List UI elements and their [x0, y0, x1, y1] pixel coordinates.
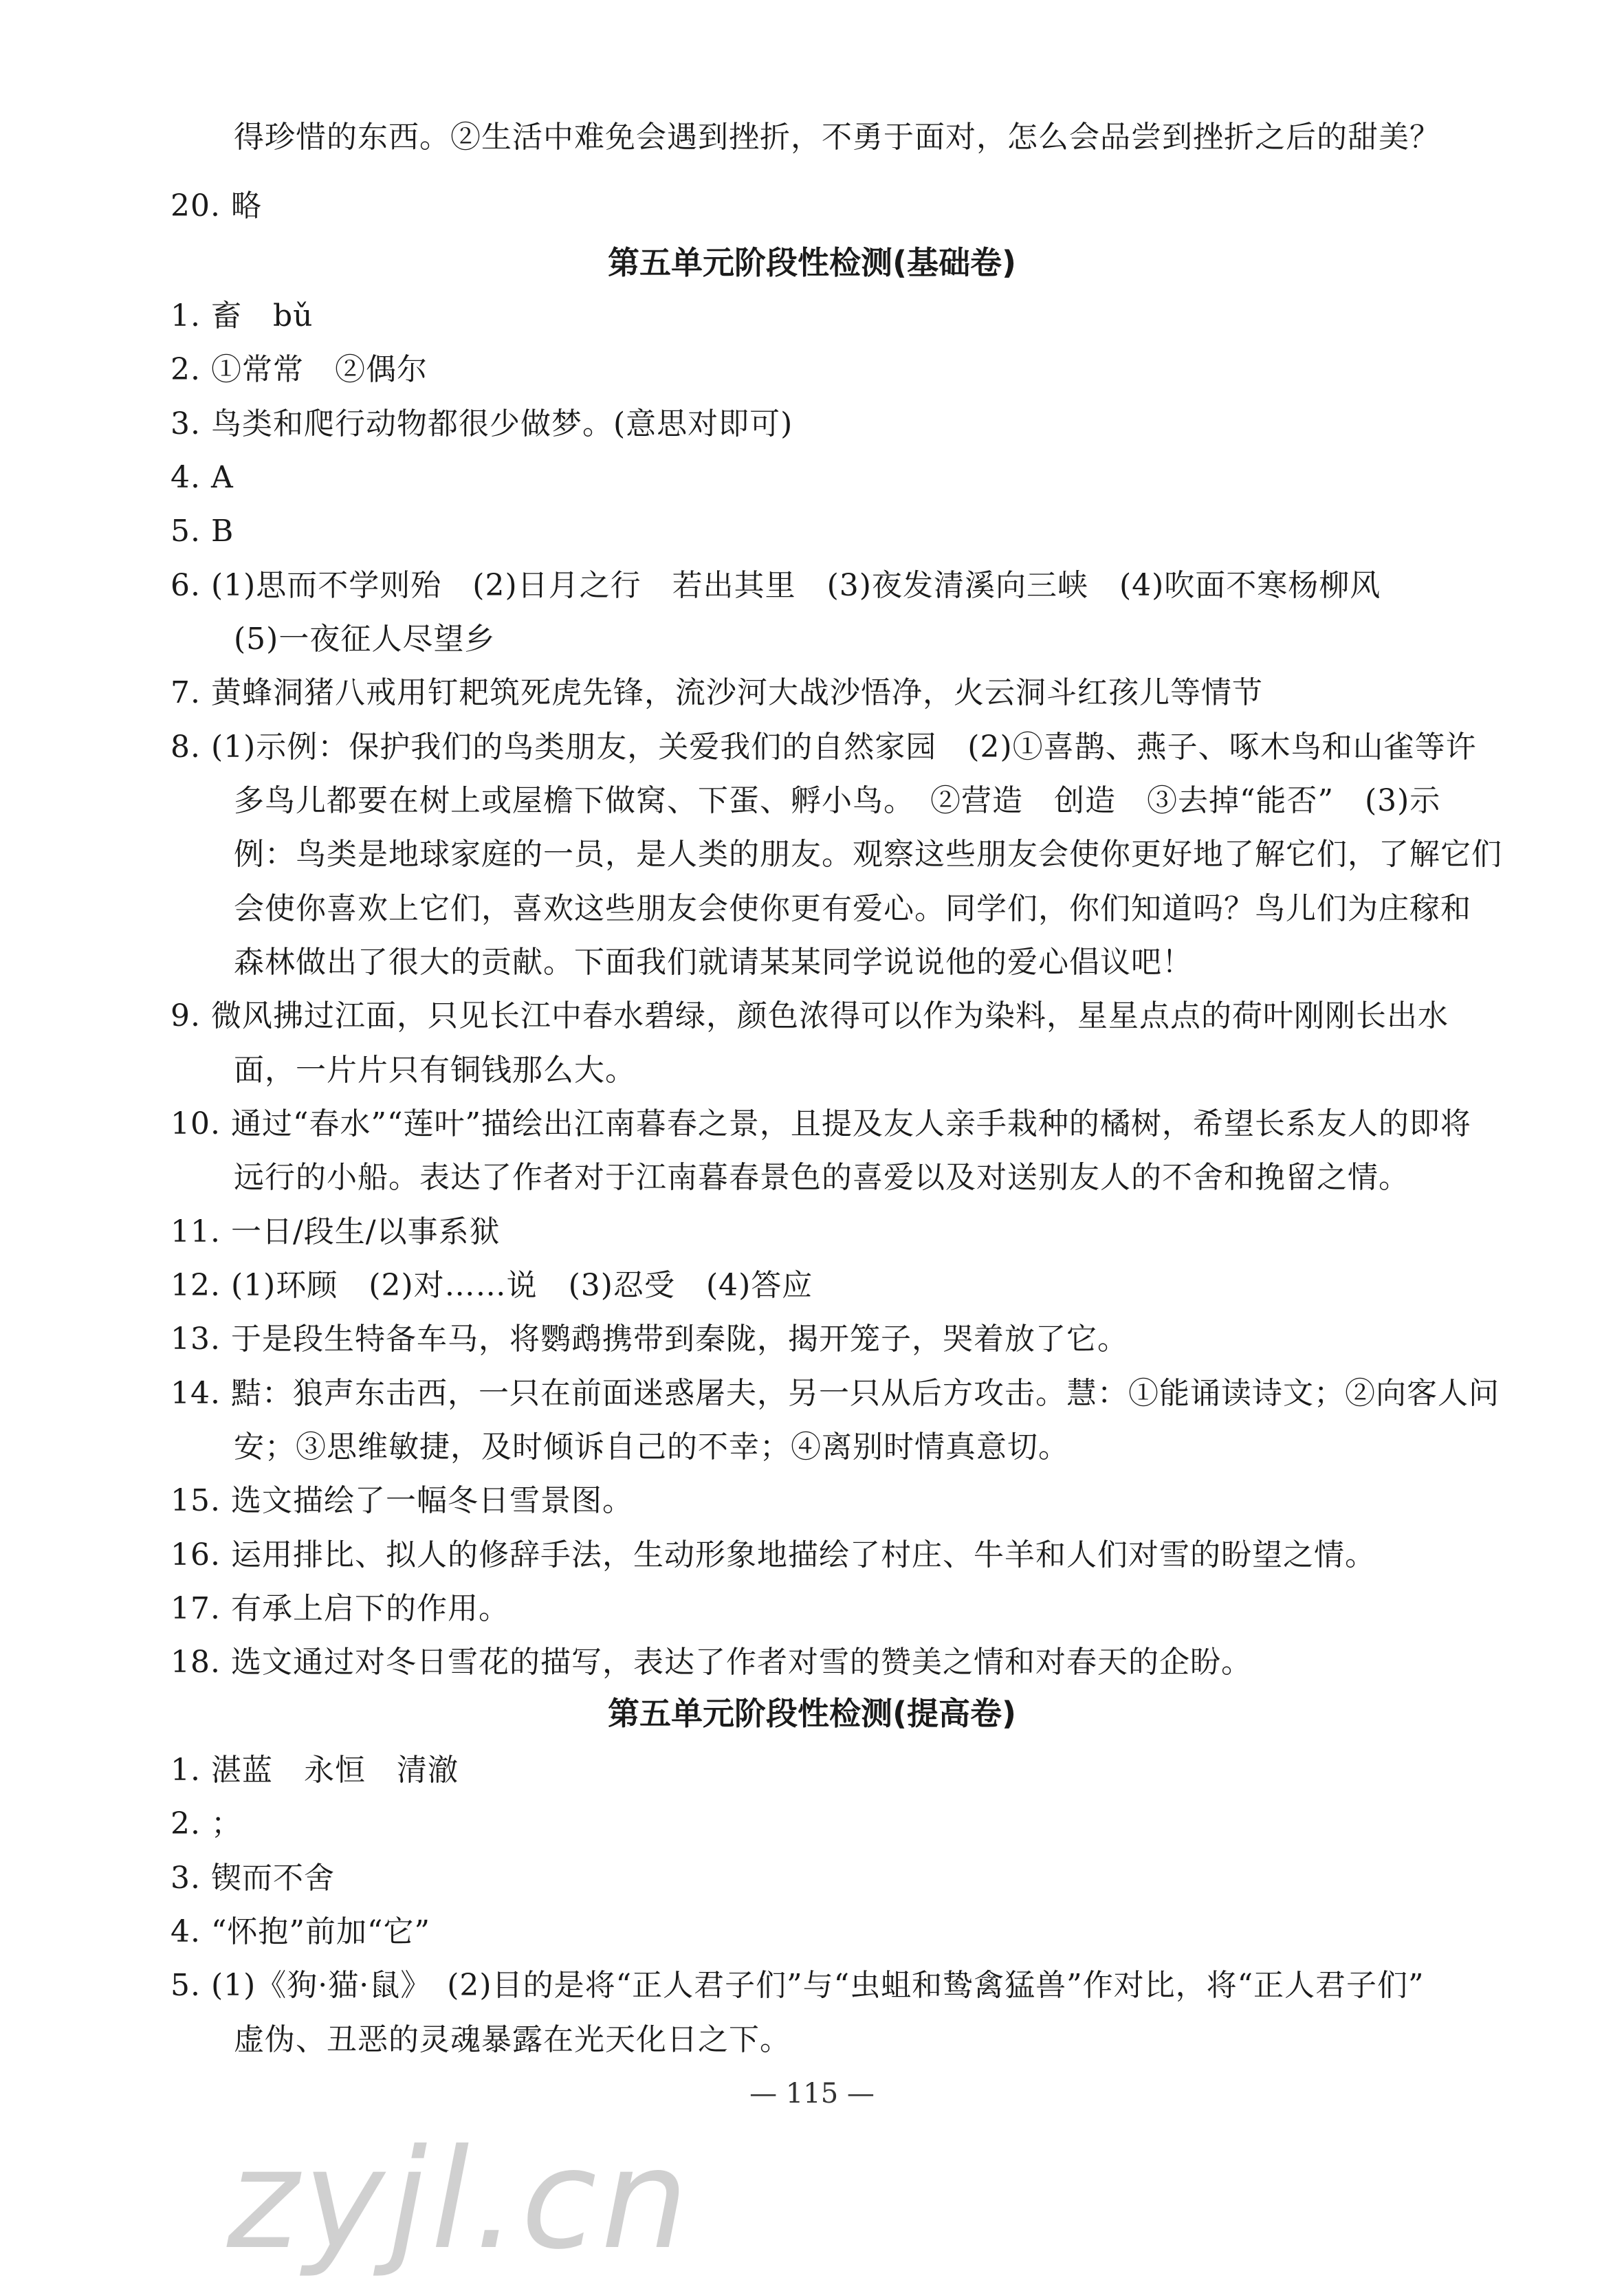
- text-line: 9. 微风拂过江面，只见长江中春水碧绿，颜色浓得可以作为染料，星星点点的荷叶刚刚长出水: [171, 998, 1449, 1033]
- text-line: 3. 锲而不舍: [171, 1861, 335, 1896]
- text-line: (5)一夜征人尽望乡: [234, 622, 496, 657]
- text-line: 1. 湛蓝 永恒 清澈: [171, 1753, 459, 1788]
- section-heading-basic: 第五单元阶段性检测(基础卷): [607, 244, 1017, 281]
- text-line: 5. B: [171, 514, 234, 549]
- text-line: 森林做出了很大的贡献。下面我们就请某某同学说说他的爱心倡议吧！: [234, 945, 1193, 980]
- text-line: 12. (1)环顾 (2)对……说 (3)忍受 (4)答应: [171, 1268, 813, 1303]
- page-number: — 115 —: [749, 2078, 875, 2109]
- text-line: 安；③思维敏捷，及时倾诉自己的不幸；④离别时情真意切。: [234, 1429, 1069, 1465]
- text-line: 1. 畜 bǔ: [171, 298, 314, 333]
- text-line: 15. 选文描绘了一幅冬日雪景图。: [171, 1483, 633, 1518]
- section-heading-advanced: 第五单元阶段性检测(提高卷): [607, 1695, 1017, 1732]
- text-line: 5. (1)《狗·猫·鼠》 (2)目的是将“正人君子们”与“虫蛆和鸷禽猛兽”作对比，将“正人君子们”: [171, 1968, 1425, 2003]
- text-line: 4. A: [171, 460, 234, 495]
- text-line: 10. 通过“春水”“莲叶”描绘出江南暮春之景，且提及友人亲手栽种的橘树，希望长系友人的即将: [171, 1106, 1471, 1141]
- text-line: 2. ；: [171, 1806, 242, 1841]
- text-line: 虚伪、丑恶的灵魂暴露在光天化日之下。: [234, 2022, 791, 2057]
- text-line: 18. 选文通过对冬日雪花的描写，表达了作者对雪的赞美之情和对春天的企盼。: [171, 1645, 1252, 1680]
- text-line: 2. ①常常 ②偶尔: [171, 352, 428, 387]
- text-line: 7. 黄蜂洞猪八戒用钉耙筑死虎先锋，流沙河大战沙悟净，火云洞斗红孩儿等情节: [171, 675, 1263, 710]
- text-line: 13. 于是段生特备车马，将鹦鹉携带到秦陇，揭开笼子，哭着放了它。: [171, 1322, 1128, 1357]
- text-line: 16. 运用排比、拟人的修辞手法，生动形象地描绘了村庄、牛羊和人们对雪的盼望之情。: [171, 1537, 1376, 1572]
- text-line: 远行的小船。表达了作者对于江南暮春景色的喜爱以及对送别友人的不舍和挽留之情。: [234, 1160, 1409, 1195]
- text-line: 例：鸟类是地球家庭的一员，是人类的朋友。观察这些朋友会使你更好地了解它们，了解它们: [234, 837, 1502, 872]
- text-line: 8. (1)示例：保护我们的鸟类朋友，关爱我们的自然家园 (2)①喜鹊、燕子、啄木鸟和山雀等许: [171, 730, 1477, 765]
- text-line: 多鸟儿都要在树上或屋檐下做窝、下蛋、孵小鸟。 ②营造 创造 ③去掉“能否” (3)示: [234, 783, 1441, 818]
- text-line: 11. 一日/段生/以事系狱: [171, 1214, 501, 1249]
- text-line: 会使你喜欢上它们，喜欢这些朋友会使你更有爱心。同学们，你们知道吗？鸟儿们为庄稼和: [234, 891, 1471, 926]
- watermark-logo: zyjl.cn: [227, 2120, 692, 2280]
- text-line: 17. 有承上启下的作用。: [171, 1591, 509, 1626]
- text-line: 面，一片片只有铜钱那么大。: [234, 1053, 636, 1088]
- text-line: 3. 鸟类和爬行动物都很少做梦。(意思对即可): [171, 406, 793, 441]
- text-line: 20. 略: [171, 188, 262, 223]
- text-line: 6. (1)思而不学则殆 (2)日月之行 若出其里 (3)夜发清溪向三峡 (4)吹面不寒杨柳风: [171, 568, 1381, 603]
- text-line: 14. 黠：狼声东击西，一只在前面迷惑屠夫，另一只从后方攻击。慧：①能诵读诗文；②向客人问: [171, 1376, 1500, 1411]
- text-line: 4. “怀抱”前加“它”: [171, 1914, 430, 1949]
- text-line: 得珍惜的东西。②生活中难免会遇到挫折，不勇于面对，怎么会品尝到挫折之后的甜美？: [234, 120, 1440, 155]
